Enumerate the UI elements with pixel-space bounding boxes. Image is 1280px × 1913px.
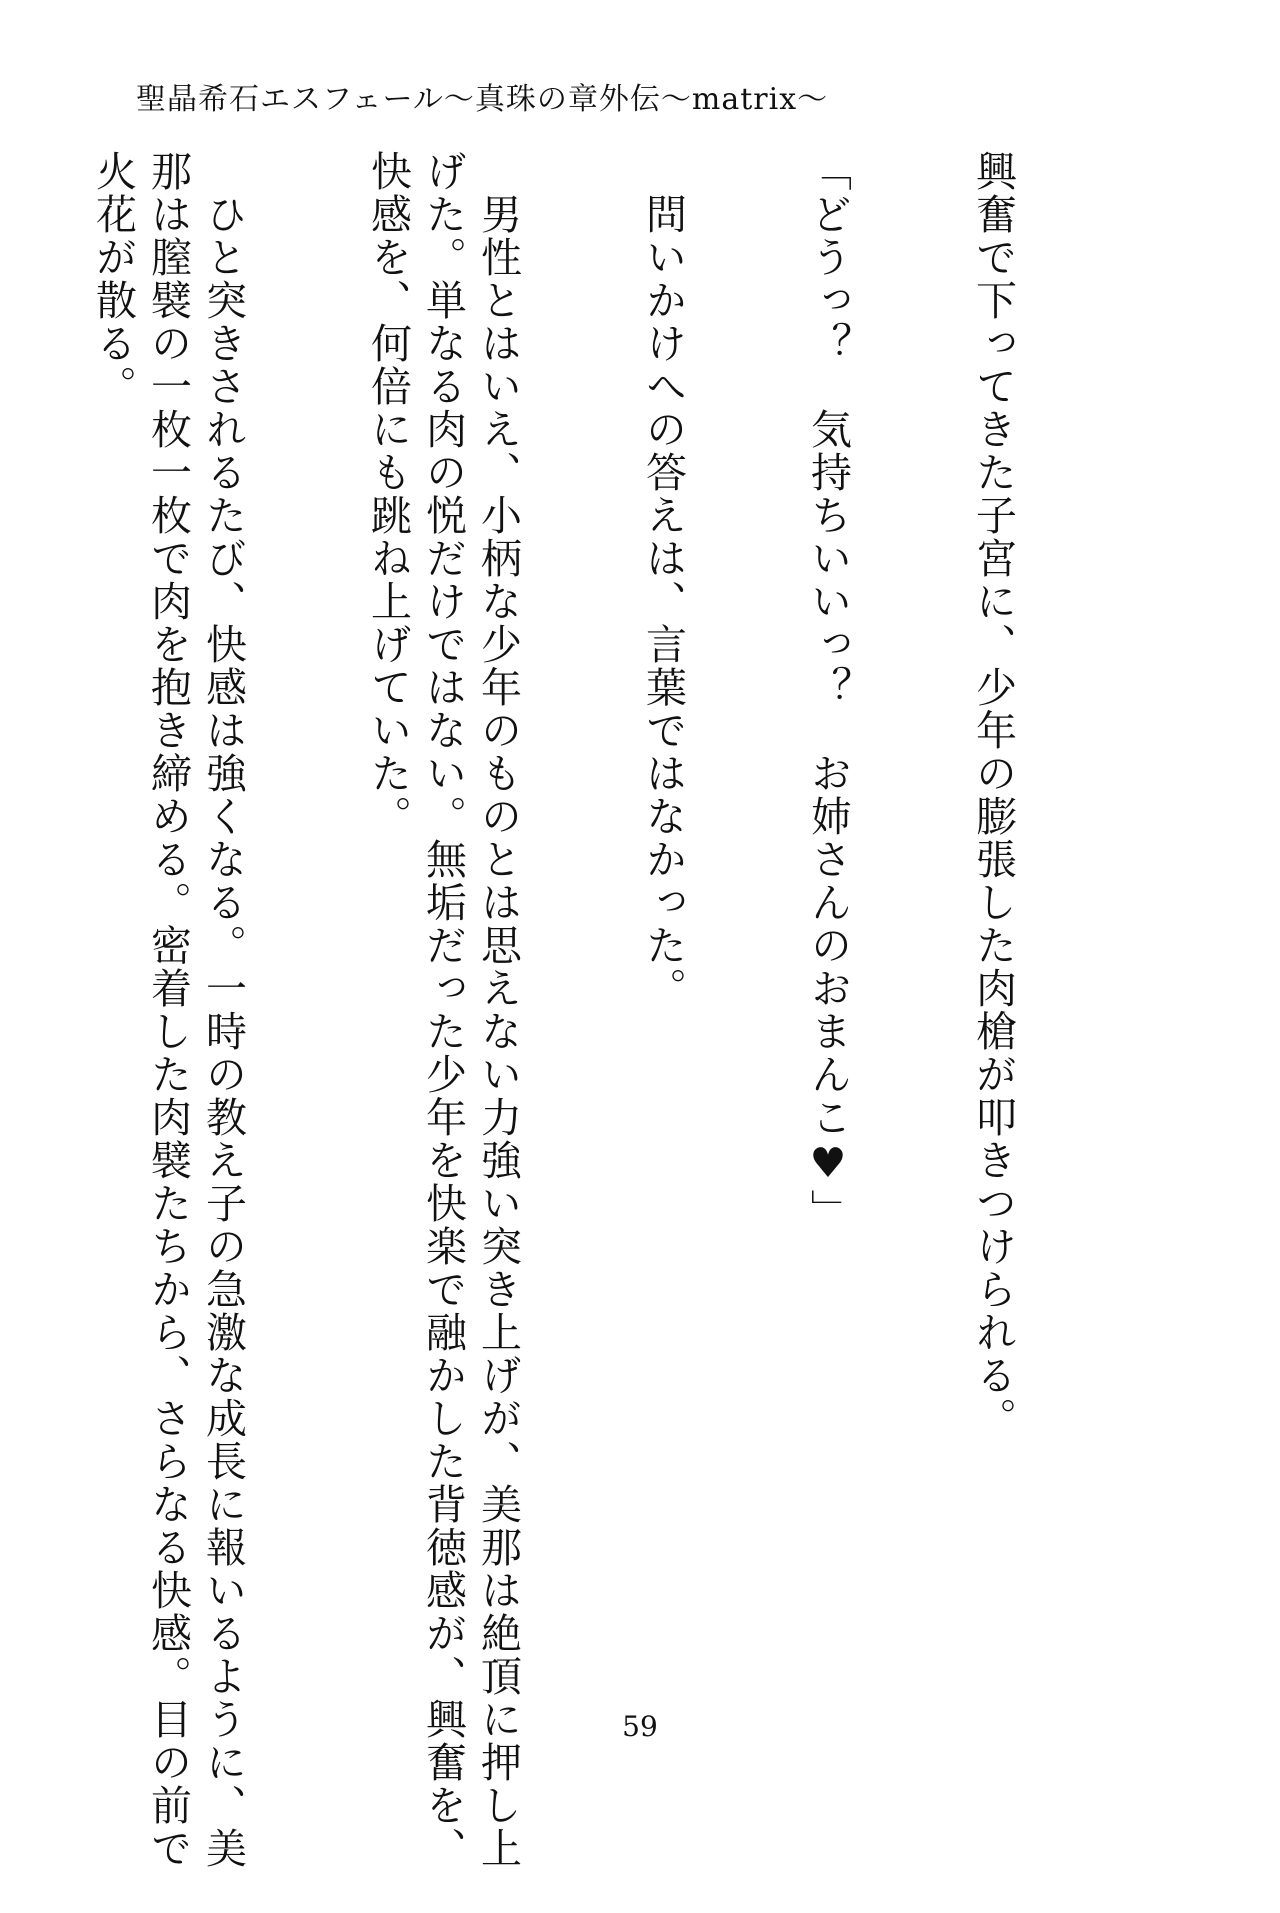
paragraph: 男性とはいえ、小柄な少年のものとは思えない力強い突き上げが、美那は絶頂に押し上 げた。単なる肉の悦だけではない。無垢だった少年を快楽で融かした背徳感が、興奮を、 快感を、何倍にも跳ね上げていた。 <box>364 150 522 1870</box>
paragraph: 「どうっ？ 気持ちいいっ？ お姉さんのおまんこ♥」 <box>804 150 852 1232</box>
running-header: 聖晶希石エスフェール〜真珠の章外伝〜matrix〜 <box>136 82 829 117</box>
paragraph: ひと突きされるたび、快感は強くなる。一時の教え子の急激な成長に報いるように、美 那は膣襞の一枚一枚で肉を抱き締める。密着した肉襞たちから、さらなる快感。目の前で 火花が散る。 <box>89 150 247 1870</box>
paragraph: 問いかけへの答えは、言葉ではなかった。 <box>639 150 687 1010</box>
page-number: 59 <box>622 1710 658 1743</box>
paragraph: 興奮で下ってきた子宮に、少年の膨張した肉槍が叩きつけられる。 <box>969 150 1017 1440</box>
